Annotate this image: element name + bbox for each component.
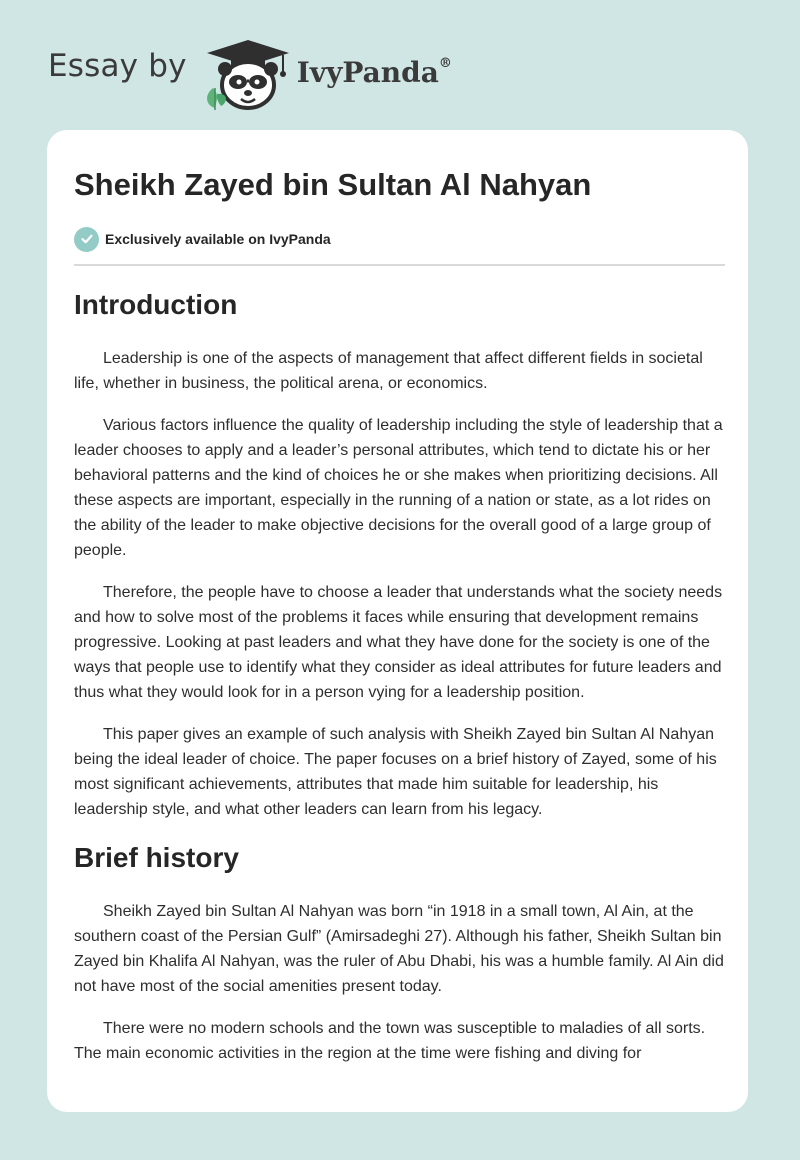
brand-name xyxy=(297,56,452,89)
essay-content xyxy=(74,166,725,1066)
paragraph: Leadership is one of the aspects of management that affect different fields in societal life, whether in business, the political arena, or economics. xyxy=(74,350,703,392)
paragraph: Therefore, the people have to choose a leader that understands what the society needs and how to solve most of the problems it faces while ensuring that development remains progressive. Looking at past leaders and what they have done for the society is one of the ways that people use to identify what they consider as ideal attributes for future leaders and thus what they would look for in a person vying for a leadership position. xyxy=(74,584,723,701)
paragraph: Sheikh Zayed bin Sultan Al Nahyan was born “in 1918 in a small town, Al Ain, at the southern coast of the Persian Gulf” (Amirsadeghi 27). Although his father, Sheikh Sultan bin Zayed bin Khalifa Al Nahyan, was the ruler of Abu Dhabi, his was a humble family. Al Ain did not have most of the social amenities present today. xyxy=(74,903,724,995)
brand-label: IvyPanda xyxy=(296,55,439,89)
section-heading-brief-history: Brief history xyxy=(74,842,239,873)
paragraph: There were no modern schools and the town was susceptible to maladies of all sorts. The main economic activities in the region at the time were fishing and diving for xyxy=(74,1020,706,1062)
essay-by-label: Essay by xyxy=(48,48,187,84)
check-circle-icon xyxy=(74,227,99,252)
page-title: Sheikh Zayed bin Sultan Al Nahyan xyxy=(74,167,592,202)
divider xyxy=(74,264,725,266)
registered-mark: ® xyxy=(438,56,452,72)
paragraph: Various factors influence the quality of leadership including the style of leadership that a leader chooses to apply and a leader’s personal attributes, which tend to dictate his or her behavioral patterns and the kind of choices he or she makes when prioritizing decisions. All these aspects are important, especially in the running of a nation or state, as a lot rides on the ability of the leader to make objective decisions for the overall good of a large group of people. xyxy=(74,417,723,559)
essay-card xyxy=(47,130,748,1112)
exclusive-badge-label: Exclusively available on IvyPanda xyxy=(105,231,331,247)
section-heading-introduction: Introduction xyxy=(74,289,238,320)
site-header xyxy=(48,34,452,114)
panda-graduate-icon xyxy=(203,36,293,112)
exclusive-badge xyxy=(74,226,725,252)
paragraph: This paper gives an example of such analysis with Sheikh Zayed bin Sultan Al Nahyan being the ideal leader of choice. The paper focuses on a brief history of Zayed, some of his most significant achievements, attributes that made him suitable for leadership, his leadership style, and what other leaders can learn from his legacy. xyxy=(74,726,717,818)
